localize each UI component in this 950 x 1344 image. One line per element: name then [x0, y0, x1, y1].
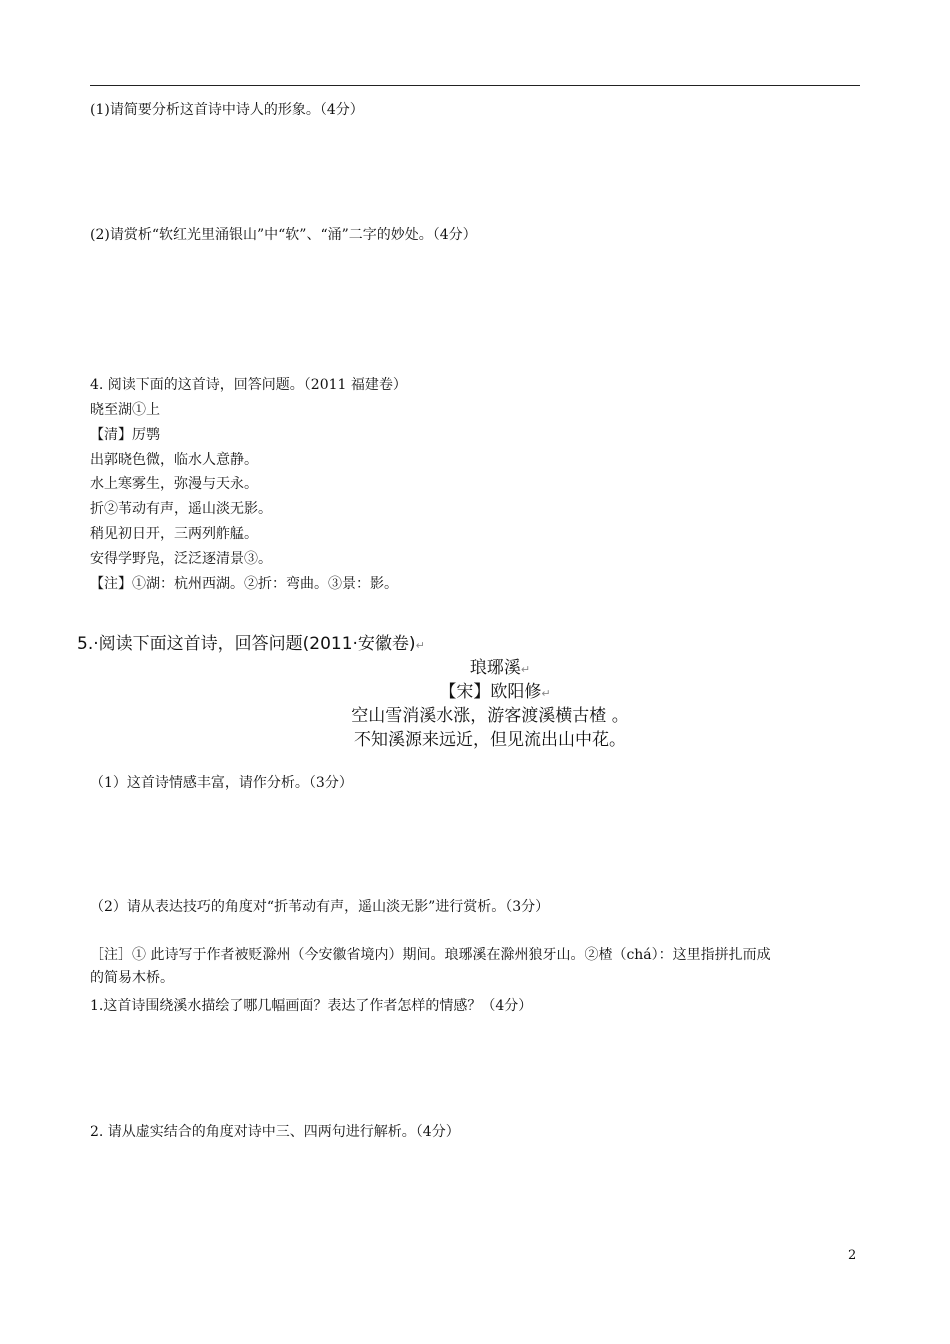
- question-5-2: （2）请从表达技巧的角度对“折苇动有声，遥山淡无影”进行赏析。（3分）: [90, 899, 550, 915]
- poem-5-line-1: 空山雪消溪水涨，游客渡溪横古楂 。: [351, 706, 629, 726]
- poem-4-line-1: 出郭晓色微，临水人意静。: [90, 452, 258, 468]
- poem-4-line-5: 安得学野凫，泛泛逐清景③。: [90, 551, 272, 567]
- poem-4-line-3: 折②苇动有声，遥山淡无影。: [90, 501, 272, 517]
- question-b: 2. 请从虚实结合的角度对诗中三、四两句进行解析。（4分）: [90, 1124, 460, 1140]
- poem-4-line-2: 水上寒雾生，弥漫与天永。: [90, 476, 258, 492]
- poem-5-note-line-2: 的简易木桥。: [90, 970, 174, 986]
- header-rule: [90, 85, 860, 86]
- poem-5-title-text: 琅琊溪: [469, 658, 521, 678]
- question-3-1: (1)请简要分析这首诗中诗人的形象。（4分）: [90, 102, 364, 118]
- poem-5-note-line-1: ［注］① 此诗写于作者被贬滁州（今安徽省境内）期间。琅琊溪在滁州狼牙山。②楂（chá）：这里指拼扎而成: [90, 947, 771, 963]
- poem-4-title: 晓至湖①上: [90, 402, 160, 418]
- question-5-heading-text: 5.·阅读下面这首诗，回答问题(2011·安徽卷): [77, 634, 416, 654]
- poem-5-line-2: 不知溪源来远近，但见流出山中花。: [354, 730, 626, 750]
- poem-5-title: [0, 657, 950, 681]
- poem-5-author-text: 【宋】欧阳修: [439, 682, 542, 702]
- poem-5-author: [0, 681, 950, 705]
- paragraph-mark: ↵: [415, 639, 425, 652]
- question-5-1: （1）这首诗情感丰富，请作分析。（3分）: [90, 775, 353, 791]
- question-a: 1.这首诗围绕溪水描绘了哪几幅画面？表达了作者怎样的情感？（4分）: [90, 998, 533, 1014]
- paragraph-mark: ↵: [520, 663, 531, 676]
- paragraph-mark: ↵: [541, 687, 551, 700]
- question-4-heading: 4. 阅读下面的这首诗，回答问题。（2011 福建卷）: [90, 377, 407, 393]
- poem-4-line-4: 稍见初日开，三两列舴艋。: [90, 526, 258, 542]
- poem-4-author: 【清】厉鹗: [90, 427, 160, 443]
- question-3-2: (2)请赏析“软红光里涌银山”中“软”、“涌”二字的妙处。（4分）: [90, 227, 477, 243]
- page-number: 2: [848, 1248, 857, 1263]
- poem-4-note: 【注】①湖：杭州西湖。②折：弯曲。③景：影。: [90, 576, 398, 592]
- question-5-heading: [77, 633, 425, 657]
